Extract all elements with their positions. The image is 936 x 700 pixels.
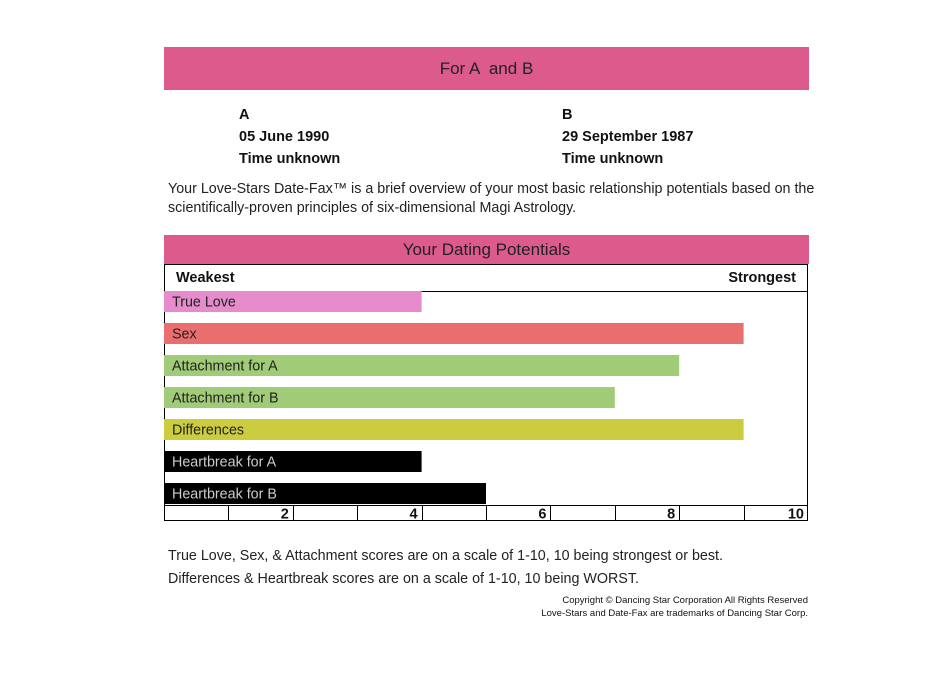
bar-differences [164, 419, 744, 440]
tick-label: 10 [787, 506, 804, 523]
copyright-line-2: Love-Stars and Date-Fax are trademarks of Dancing Star Corp. [541, 607, 808, 619]
bar-label: Heartbreak for A [172, 454, 277, 471]
bar-label: Sex [172, 326, 197, 343]
person-a-name: A [239, 107, 250, 123]
person-b-time: Time unknown [562, 151, 664, 167]
copyright [541, 595, 808, 620]
header-title: For A and B [439, 58, 534, 78]
tick-label: 6 [538, 506, 547, 523]
copyright-line-1: Copyright © Dancing Star Corporation All Rights Reserved [562, 595, 808, 606]
tick-label: 8 [667, 506, 676, 523]
person-a-date: 05 June 1990 [239, 129, 330, 145]
person-b-name: B [562, 107, 573, 123]
footnote-line-2: Differences & Heartbreak scores are on a scale of 1-10, 10 being WORST. [168, 571, 639, 587]
tick-label: 2 [280, 506, 289, 523]
bar-sex [164, 323, 744, 344]
footnote [168, 545, 723, 591]
person-a-time: Time unknown [239, 151, 341, 167]
weakest-label: Weakest [176, 270, 235, 286]
bar-label: True Love [172, 294, 236, 311]
chart-title: Your Dating Potentials [402, 239, 571, 259]
bar-label: Attachment for B [172, 390, 279, 407]
bar-label: Attachment for A [172, 358, 278, 375]
footnote-line-1: True Love, Sex, & Attachment scores are on a scale of 1-10, 10 being strongest or best. [168, 548, 723, 564]
bar-label: Differences [172, 422, 245, 439]
bar-label: Heartbreak for B [172, 486, 277, 503]
intro-text: Your Love-Stars Date-Fax™ is a brief overview of your most basic relationship potentials based on the scientifically-proven principles of six-dimensional Magi Astrology. [168, 181, 815, 216]
strongest-label: Strongest [728, 270, 796, 286]
tick-label: 4 [409, 506, 418, 523]
person-b-date: 29 September 1987 [562, 129, 694, 145]
